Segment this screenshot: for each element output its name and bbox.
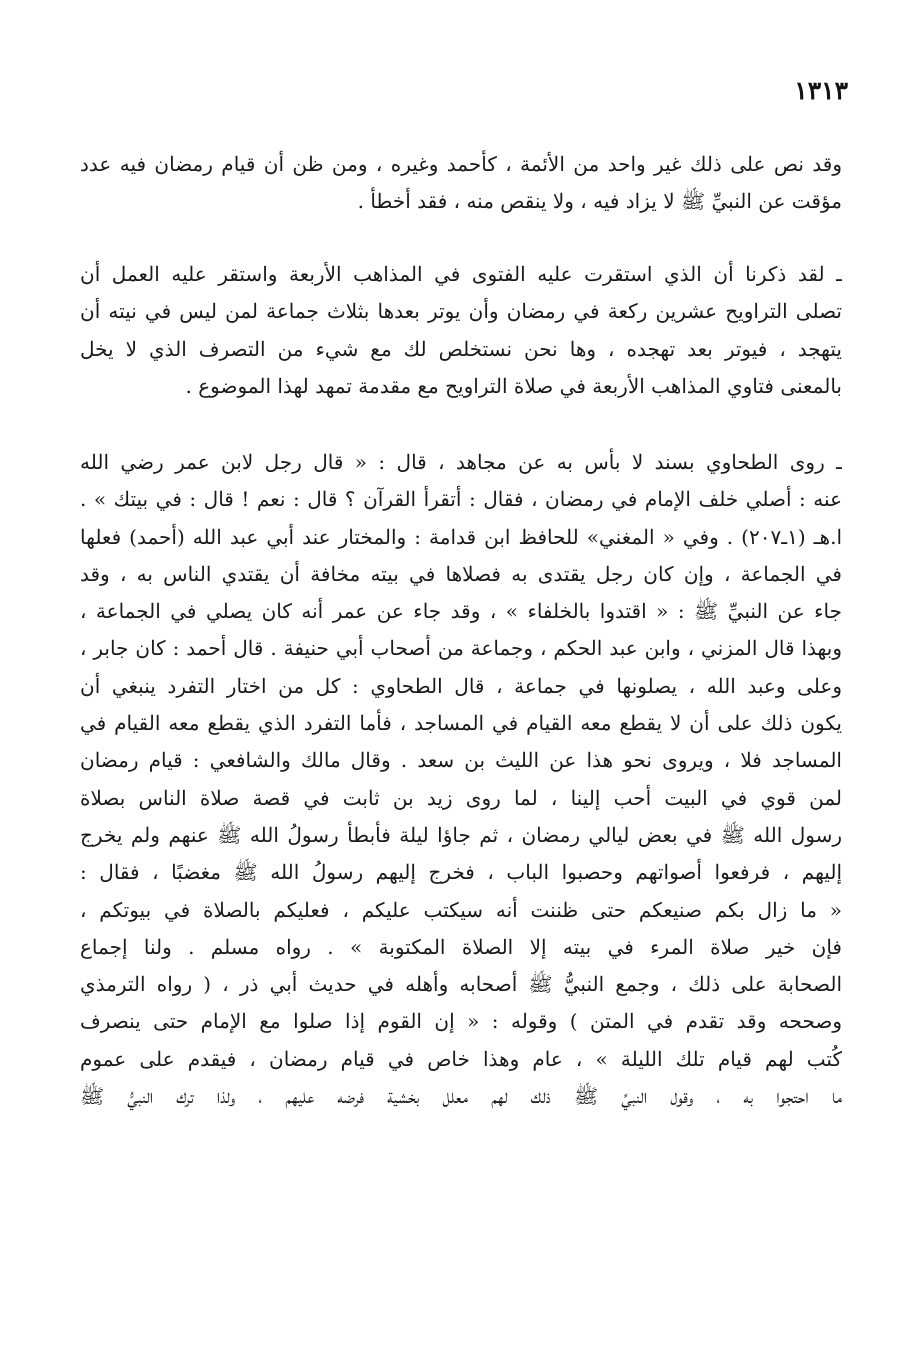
text-line: ا.هـ (١ـ٢٠٧) . وفي « المغني» للحافظ ابن قدامة : والمختار عند أبي عبد الله (أحمد) فعلها <box>80 524 842 549</box>
paragraph-3 <box>80 444 842 1115</box>
text-line: يتهجد ، فيوتر بعد تهجده ، وها نحن نستخلص لك مع شيء من التصرف الذي لا يخل <box>80 336 842 361</box>
text-line: « ما زال بكم صنيعكم حتى ظننت أنه سيكتب عليكم ، فعليكم بالصلاة في بيوتكم ، <box>80 897 842 922</box>
text-line: المساجد فلا ، ويروى نحو هذا عن الليث بن سعد . وقال مالك والشافعي : قيام رمضان <box>80 748 842 773</box>
text-line: وبهذا قال المزني ، وابن عبد الحكم ، وجماعة من أصحاب أبي حنيفة . قال أحمد : كان جابر ، <box>80 636 842 661</box>
paragraph-1 <box>80 146 842 221</box>
text-line: في الجماعة ، وإن كان رجل يقتدى به فصلاها في بيته مخافة أن يقتدي الناس به ، وقد <box>80 561 842 586</box>
text-line: ـ لقد ذكرنا أن الذي استقرت عليه الفتوى في المذاهب الأربعة واستقر عليه العمل أن <box>80 262 842 286</box>
text-line: جاء عن النبيِّ ﷺ : « اقتدوا بالخلفاء » ، وقد جاء عن عمر أنه كان يصلي في الجماعة ، <box>80 599 842 624</box>
text-line: وقد نص على ذلك غير واحد من الأئمة ، كأحمد وغيره ، ومن ظن أن قيام رمضان فيه عدد <box>80 152 842 176</box>
text-line: فإن خير صلاة المرء في بيته إلا الصلاة المكتوبة » . رواه مسلم . ولنا إجماع <box>80 934 842 959</box>
text-line: كُتب لهم قيام تلك الليلة » ، عام وهذا خاص في قيام رمضان ، فيقدم على عموم <box>80 1046 842 1071</box>
text-line: بالمعنى فتاوي المذاهب الأربعة في صلاة التراويح مع مقدمة تمهد لهذا الموضوع . <box>185 373 842 398</box>
text-line: يكون ذلك على أن لا يقطع معه القيام في المساجد ، فأما التفرد الذي يقطع معه القيام في <box>80 711 842 736</box>
text-line: لمن قوي في البيت أحب إلينا ، لما روى زيد بن ثابت في قصة صلاة الناس بصلاة <box>80 785 842 810</box>
text-line: إليهم ، فرفعوا أصواتهم وحصبوا الباب ، فخرج إليهم رسولُ الله ﷺ مغضبًا ، فقال : <box>80 860 842 885</box>
text-line: مؤقت عن النبيِّ ﷺ لا يزاد فيه ، ولا ينقص منه ، فقد أخطأ . <box>357 189 842 214</box>
text-line: الصحابة على ذلك ، وجمع النبيُّ ﷺ أصحابه وأهله في حديث أبي ذر ، ( رواه الترمذي <box>80 972 842 997</box>
text-line: تصلى التراويح عشرين ركعة في رمضان وأن يوتر بعدها بثلاث جماعة لمن ليس في نيته أن <box>80 299 842 324</box>
text-line: ما احتجوا به ، وقول النبيِّ ﷺ ذلك لهم معلل بخشية فرضه عليهم ، ولذا ترك النبيُّ ﷺ <box>80 1084 842 1109</box>
page-number: ١٣١٣ <box>794 76 848 105</box>
paragraph-2 <box>80 256 842 405</box>
text-line: رسول الله ﷺ في بعض ليالي رمضان ، ثم جاؤا ليلة فأبطأ رسولُ الله ﷺ عنهم ولم يخرج <box>80 822 842 847</box>
text-line: وعلى وعبد الله ، يصلونها في جماعة ، قال الطحاوي : كل من اختار التفرد ينبغي أن <box>80 673 842 698</box>
text-line: عنه : أصلي خلف الإمام في رمضان ، فقال : أتقرأ القرآن ؟ قال : نعم ! قال : في بيتك » . <box>80 487 842 512</box>
text-line: وصححه وقد تقدم في المتن ) وقوله : « إن القوم إذا صلوا مع الإمام حتى ينصرف <box>80 1009 842 1034</box>
text-line: ـ روى الطحاوي بسند لا بأس به عن مجاهد ، قال : « قال رجل لابن عمر رضي الله <box>80 450 842 474</box>
